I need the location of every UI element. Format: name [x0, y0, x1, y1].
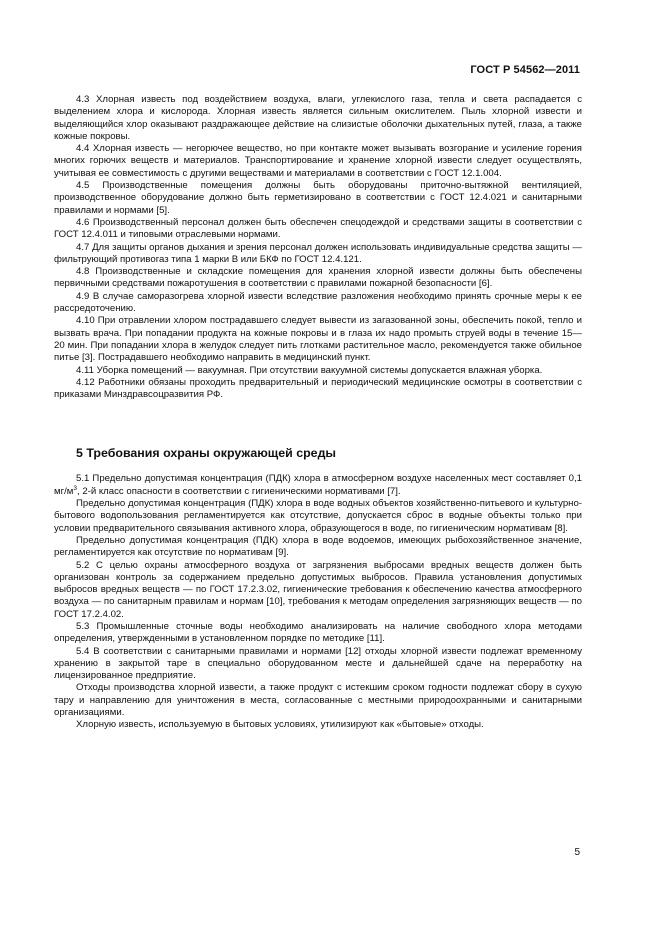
paragraph-5-1-text-end: , 2-й класс опасности в соответствии с гигиеническими нормативами [7]. — [76, 485, 401, 497]
paragraph-4-9: 4.9 В случае саморазогрева хлорной извести вследствие разложения необходимо принять срочные меры к ее рассредоточению. — [54, 290, 582, 315]
paragraph-5-1-text: 5.1 Предельно допустимая концентрация (ПДК) хлора в атмосферном воздухе населенных мест составляет 0,1 мг/м — [54, 473, 582, 497]
paragraph-5-1-water: Предельно допустимая концентрация (ПДК) хлора в воде водных объектов хозяйственно-питьевого и культурно-бытового водопользования регламентируется как отсутствие, допускается сброс в водные объекты только при условии предварительного связывания активного хлора, образующегося в воде, по гигиеническим нормативам [8]. — [54, 498, 582, 534]
paragraph-4-7: 4.7 Для защиты органов дыхания и зрения персонал должен использовать индивидуальные средства защиты — фильтрующий противогаз типа 1 марки В или БКФ по ГОСТ 12.4.121. — [54, 241, 582, 265]
paragraph-4-6: 4.6 Производственный персонал должен быть обеспечен спецодеждой и средствами защиты в соответствии с ГОСТ 12.4.011 и типовыми отраслевыми нормами. — [54, 216, 582, 241]
paragraph-4-8: 4.8 Производственные и складские помещения для хранения хлорной извести должны быть обеспечены первичными средствами пожаротушения в соответствии с правилами пожарной безопасности [6]. — [54, 266, 582, 290]
paragraph-5-4-household: Хлорную известь, используемую в бытовых условиях, утилизируют как «бытовые» отходы. — [76, 719, 484, 731]
paragraph-5-1-fishery: Предельно допустимая концентрация (ПДК) хлора в воде водоемов, имеющих рыбохозяйственное значение, регламентируется как отсутствие по нормативам [9]. — [54, 534, 582, 559]
page-number: 5 — [574, 847, 580, 858]
paragraph-5-1 — [54, 473, 582, 498]
superscript-3: 3 — [73, 484, 77, 492]
paragraph-4-12: 4.12 Работники обязаны проходить предварительный и периодический медицинские осмотры в соответствии с приказами Минздравсоцразвития РФ. — [54, 376, 582, 401]
paragraph-5-4-waste: Отходы производства хлорной извести, а также продукт с истекшим сроком годности подлежат сбору в сухую тару и направлению для уничтожения в места, согласованные с местными природоохранными и санитарными организациями. — [54, 682, 582, 719]
paragraph-4-10: 4.10 При отравлении хлором пострадавшего следует вывести из загазованной зоны, обеспечить покой, тепло и вызвать врача. При попадании продукта на кожные покровы и в глаза их надо промыть струей воды в течение 15—20 мин. При попадании хлора в желудок следует пить глотками растительное масло, рекомендуется также обильное питье [3]. Пострадавшего необходимо направить в медицинский пункт. — [54, 315, 582, 364]
paragraph-5-4: 5.4 В соответствии с санитарными правилами и нормами [12] отходы хлорной извести подлежат временному хранению в закрытой таре в специально оборудованном месте и дальнейшей сдаче на переработку на лицензированное предприятие. — [54, 645, 582, 682]
paragraph-4-4: 4.4 Хлорная известь — негорючее вещество, но при контакте может вызывать возгорание и усиление горения многих горючих веществ и материалов. Транспортирование и хранение хлорной извести следует осуществлять, учитывая ее совместимость с другими веществами и материалами в соответствии с ГОСТ 12.1.004. — [54, 143, 582, 179]
document-header: ГОСТ Р 54562—2011 — [470, 64, 580, 76]
paragraph-5-2: 5.2 С целью охраны атмосферного воздуха от загрязнения выбросами вредных веществ должен быть организован контроль за содержанием предельно допустимых выбросов. Правила установления допустимых выбросов вредных веществ — по ГОСТ 17.2.3.02, гигиенические требования к обеспечению качества атмосферного воздуха — по санитарным правилам и нормам [10], требования к методам определения загрязняющих веществ — по ГОСТ 17.2.4.02. — [54, 559, 582, 620]
section-5-title: 5 Требования охраны окружающей среды — [76, 446, 337, 461]
paragraph-5-3: 5.3 Промышленные сточные воды необходимо анализировать на наличие свободного хлора методами определения, утвержденными в установленном порядке по методике [11]. — [54, 620, 582, 645]
paragraph-4-11: 4.11 Уборка помещений — вакуумная. При отсутствии вакуумной системы допускается влажная уборка. — [76, 364, 543, 376]
paragraph-4-3: 4.3 Хлорная известь под воздействием воздуха, влаги, углекислого газа, тепла и света распадается с выделением хлора и кислорода. Хлорная известь является сильным окислителем. Пыль хлорной извести и выделяющийся хлор оказывают раздражающее действие на слизистые оболочки дыхательных путей, глаза, а также кожные покровы. — [54, 94, 582, 142]
page-body — [54, 94, 582, 732]
paragraph-4-5: 4.5 Производственные помещения должны быть оборудованы приточно-вытяжной вентиляцией, производственное оборудование должно быть герметизировано в соответствии с ГОСТ 12.4.021 и санитарными правилами и нормами [5]. — [54, 180, 582, 216]
